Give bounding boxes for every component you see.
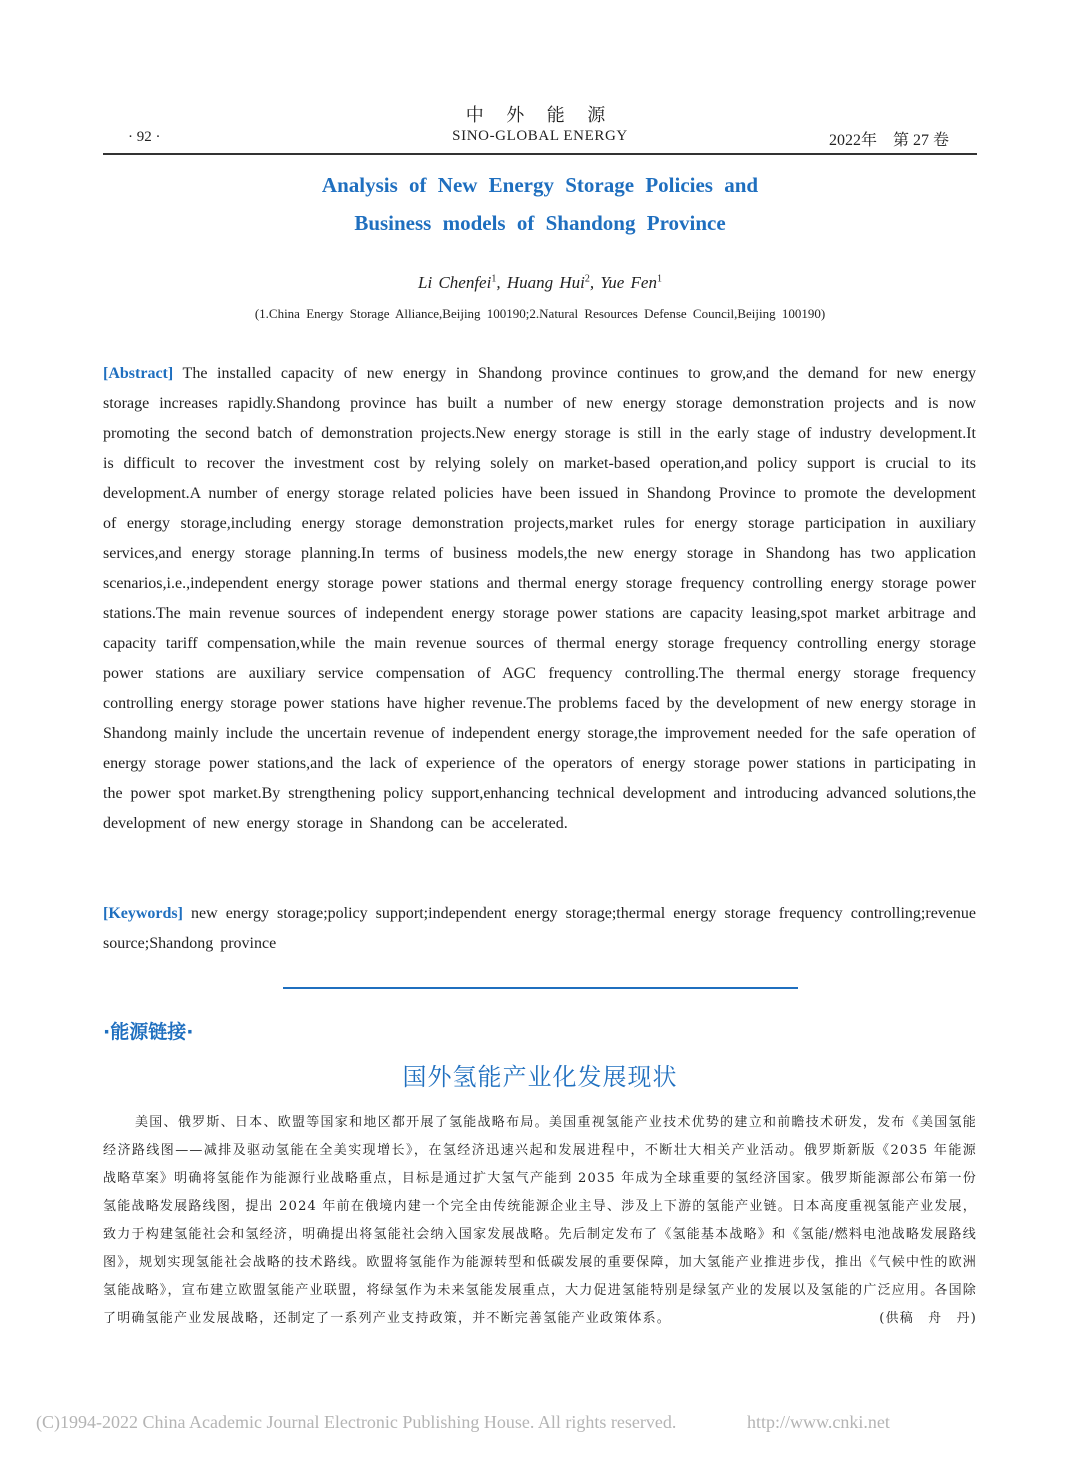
header-divider	[103, 153, 977, 155]
journal-name-cn: 中 外 能 源	[465, 105, 615, 125]
keywords-label: [Keywords]	[103, 905, 183, 922]
year-volume: 2022年 第 27 卷	[829, 132, 950, 149]
news-text: 美国、俄罗斯、日本、欧盟等国家和地区都开展了氢能战略布局。美国重视氢能产业技术优势的建立和前瞻技术研发，发布《美国氢能经济路线图——减排及驱动氢能在全美实现增长》，在氢经济迅速兴起和发展进程中，不断壮大相关产业活动。俄罗斯新版《2035 年能源战略草案》明确将氢能作为能源行业战略重点，目标是通过扩大氢气产能到 2035 年成为全球重要的氢经济国家。俄罗斯能源部公布第一份氢能战略发展路线图，提出 2024 年前在俄境内建一个完全由传统能源企业主导、涉及上下游的氢能产业链。日本高度重视氢能产业发展，致力于构建氢能社会和氢经济，明确提出将氢能社会纳入国家发展战略。先后制定发布了《氢能基本战略》和《氢能/燃料电池战略发展路线图》，规划实现氢能社会战略的技术路线。欧盟将氢能作为能源转型和低碳发展的重要保障，加大氢能产业推进步伐，推出《气候中性的欧洲氢能战略》，宣布建立欧盟氢能产业联盟，将绿氢作为未来氢能发展重点，大力促进氢能特别是绿氢产业的发展以及氢能的广泛应用。各国除了明确氢能产业发展战略，还制定了一系列产业支持政策，并不断完善氢能产业政策体系。	[103, 1115, 977, 1326]
article-title-line-1: Analysis of New Energy Storage Policies and	[321, 173, 759, 197]
keywords-text: new energy storage;policy support;independent energy storage;thermal energy storage frequency controlling;revenue source;Shandong province	[103, 905, 977, 952]
abstract	[103, 359, 976, 839]
section-divider	[283, 987, 798, 989]
news-title: 国外氢能产业化发展现状	[402, 1063, 678, 1091]
author-name: Li Chenfei	[418, 273, 492, 292]
page-number: · 92 ·	[128, 129, 161, 145]
publisher-url: http://www.cnki.net	[747, 1412, 890, 1432]
column-label: ·能源链接·	[103, 1021, 194, 1043]
article-title-line-2: Business models of Shandong Province	[354, 211, 726, 235]
journal-name-en: SINO-GLOBAL ENERGY	[452, 128, 628, 144]
affiliations: (1.China Energy Storage Alliance,Beijing 100190;2.Natural Resources Defense Council,Beijing 100190)	[254, 306, 826, 321]
news-source: (供稿 舟 丹)	[879, 1311, 977, 1326]
author-affiliation-mark: 1	[491, 273, 497, 285]
keywords	[103, 899, 976, 959]
abstract-text: The installed capacity of new energy in Shandong province continues to grow,and the demand for new energy storage increases rapidly.Shandong province has built a number of new energy storage demonstration projects and is now promoting the second batch of demonstration projects.New energy storage is still in the early stage of industry development.It is difficult to recover the investment cost by relying solely on market-based operation,and policy support is crucial to its development.A number of energy storage related policies have been issued in Shandong Province to promote the development of energy storage,including energy storage demonstration projects,market rules for energy storage participation in auxiliary services,and energy storage planning.In terms of business models,the new energy storage in Shandong has two application scenarios,i.e.,independent energy storage power stations and thermal energy storage frequency controlling energy storage power stations.The main revenue sources of independent energy storage power stations are capacity leasing,spot market arbitrage and capacity tariff compensation,while the main revenue sources of thermal energy storage frequency controlling energy storage power stations are auxiliary service compensation of AGC frequency controlling.The thermal energy storage frequency controlling energy storage power stations have higher revenue.The problems faced by the development of new energy storage in Shandong mainly include the uncertain revenue of independent energy storage,the improvement needed for the safe operation of energy storage power stations,and the lack of experience of the operators of energy storage power stations in participating in the power spot market.By strengthening policy support,enhancing technical development and introducing advanced solutions,the development of new energy storage in Shandong can be accelerated.	[103, 365, 976, 832]
news-body	[103, 1109, 977, 1333]
author-list: Li Chenfei$^1$, Huang Hui$^2$, Yue Fen$^1$	[418, 273, 662, 292]
author-name: Yue Fen	[600, 273, 657, 292]
author-affiliation-mark: 1	[656, 273, 662, 285]
copyright-notice: (C)1994-2022 China Academic Journal Electronic Publishing House. All rights reserved.	[36, 1412, 677, 1432]
author-affiliation-mark: 2	[584, 273, 590, 285]
abstract-label: [Abstract]	[103, 365, 174, 382]
author-name: Huang Hui	[506, 273, 585, 292]
